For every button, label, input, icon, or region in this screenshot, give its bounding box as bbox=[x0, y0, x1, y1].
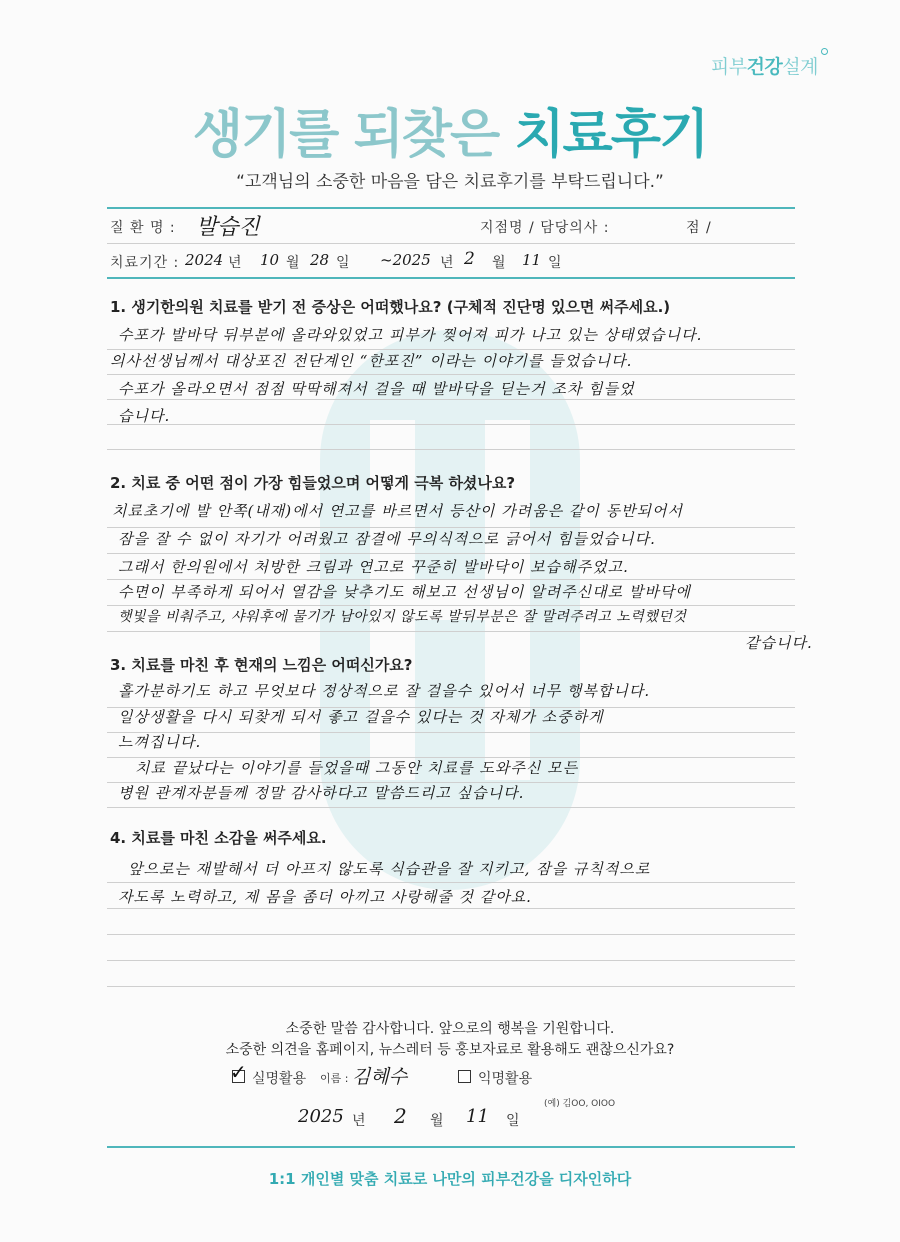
answer-rule bbox=[107, 553, 795, 554]
title-part2: 치료후기 bbox=[514, 105, 708, 165]
period-label: 치료기간 : bbox=[110, 255, 180, 271]
answer-3-line-1: 홀가분하기도 하고 무엇보다 정상적으로 잘 걸을수 있어서 너무 행복합니다. bbox=[118, 682, 651, 700]
answer-4-line-2: 자도록 노력하고, 제 몸을 좀더 아끼고 사랑해줄 것 같아요. bbox=[118, 888, 532, 906]
branch-label: 지점명 / 담당의사 : bbox=[480, 220, 610, 236]
brand-prefix: 피부 bbox=[710, 56, 747, 78]
question-4-title: 4. 치료를 마친 소감을 써주세요. bbox=[110, 829, 327, 847]
answer-rule bbox=[107, 374, 795, 375]
date-year-unit: 년 bbox=[352, 1113, 367, 1129]
question-1-title: 1. 생기한의원 치료를 받기 전 증상은 어떠했나요? (구체적 진단명 있으면 써주세요.) bbox=[110, 298, 671, 316]
answer-rule bbox=[107, 424, 795, 425]
period-start-month: 10 bbox=[260, 251, 280, 269]
answer-4-line-1: 앞으로는 재발해서 더 아프지 않도록 식습관을 잘 지키고, 잠을 규칙적으로 bbox=[128, 860, 651, 878]
answer-1-line-2: 의사선생님께서 대상포진 전단계인 “한포진” 이라는 이야기를 들었습니다. bbox=[110, 352, 633, 370]
answer-2-line-6: 같습니다. bbox=[745, 634, 813, 652]
answer-2-line-2: 잠을 잘 수 없이 자기가 어려웠고 잠결에 무의식적으로 긁어서 힘들었습니다. bbox=[118, 530, 656, 548]
period-end-year: ~2025 bbox=[380, 251, 431, 269]
answer-rule bbox=[107, 960, 795, 961]
answer-rule bbox=[107, 807, 795, 808]
branch-suffix: 점 / bbox=[686, 220, 712, 236]
answer-rule bbox=[107, 732, 795, 733]
date-day-unit: 일 bbox=[506, 1113, 521, 1129]
consent-text: 소중한 의견을 홈페이지, 뉴스레터 등 홍보자료로 활용해도 괜찮으신가요? bbox=[225, 1042, 675, 1058]
anonymous-label: 익명활용 bbox=[478, 1071, 533, 1087]
name-label: 이름 : bbox=[320, 1072, 349, 1085]
brand-bold: 건강 bbox=[746, 56, 783, 78]
disease-label: 질 환 명 : bbox=[110, 220, 176, 236]
page-subtitle: “고객님의 소중한 마음을 담은 치료후기를 부탁드립니다.” bbox=[236, 172, 664, 192]
answer-rule bbox=[107, 908, 795, 909]
checkmark-icon: ✓ bbox=[230, 1060, 247, 1084]
question-3-title: 3. 치료를 마친 후 현재의 느낌은 어떠신가요? bbox=[110, 656, 413, 674]
footer-divider bbox=[107, 1146, 795, 1148]
answer-1-line-4: 습니다. bbox=[118, 407, 171, 425]
period-end-month-unit: 월 bbox=[492, 255, 507, 271]
answer-1-line-3: 수포가 올라오면서 점점 딱딱해져서 걸을 때 발바닥을 딛는거 조차 힘들었 bbox=[118, 380, 635, 398]
question-2-title: 2. 치료 중 어떤 점이 가장 힘들었으며 어떻게 극복 하셨나요? bbox=[110, 474, 516, 492]
real-name-label: 실명활용 bbox=[252, 1071, 307, 1087]
header-top-divider bbox=[107, 207, 795, 209]
answer-rule bbox=[107, 631, 795, 632]
answer-1-line-1: 수포가 발바닥 뒤부분에 올라와있었고 피부가 찢어져 피가 나고 있는 상태였습니다. bbox=[118, 326, 703, 344]
period-end-month: 2 bbox=[464, 249, 475, 269]
answer-2-line-5: 햇빛을 비춰주고, 샤워후에 물기가 남아있지 않도록 발뒤부분은 잘 말려주려고 노력했던것 bbox=[118, 609, 687, 625]
period-end-day: 11 bbox=[522, 251, 542, 269]
brand-suffix: 설계 bbox=[782, 56, 818, 78]
date-month-unit: 월 bbox=[430, 1113, 445, 1129]
answer-2-line-4: 수면이 부족하게 되어서 열감을 낮추기도 해보고 선생님이 알려주신대로 발바닥에 bbox=[118, 583, 691, 601]
anonymous-checkbox[interactable] bbox=[458, 1070, 471, 1083]
answer-3-line-2: 일상생활을 다시 되찾게 되서 좋고 걸을수 있다는 것 자체가 소중하게 bbox=[118, 708, 604, 726]
date-month: 2 bbox=[394, 1104, 407, 1128]
answer-rule bbox=[107, 399, 795, 400]
page-title bbox=[0, 92, 900, 167]
disease-value: 발습진 bbox=[196, 215, 260, 240]
answer-rule bbox=[107, 579, 795, 580]
date-day: 11 bbox=[466, 1106, 489, 1127]
period-end-year-unit: 년 bbox=[440, 255, 455, 271]
period-month-unit: 월 bbox=[286, 255, 301, 271]
period-start-year: 2024 bbox=[185, 251, 224, 269]
slogan: 1:1 개인별 맞춤 치료로 나만의 피부건강을 디자인하다 bbox=[268, 1170, 632, 1188]
thanks-text: 소중한 말씀 감사합니다. 앞으로의 행복을 기원합니다. bbox=[285, 1021, 615, 1037]
title-part1: 생기를 되찾은 bbox=[192, 105, 515, 165]
period-year-unit: 년 bbox=[228, 255, 243, 271]
date-year: 2025 bbox=[298, 1106, 344, 1127]
answer-2-line-1: 치료초기에 발 안쪽(내재)에서 연고를 바르면서 등산이 가려움은 같이 동반되어서 bbox=[112, 502, 684, 520]
answer-3-line-3: 느껴집니다. bbox=[118, 733, 202, 751]
answer-2-line-3: 그래서 한의원에서 처방한 크림과 연고로 꾸준히 발바닥이 보습해주었고. bbox=[118, 558, 629, 576]
name-value: 김혜수 bbox=[352, 1066, 408, 1088]
answer-3-line-5: 병원 관계자분들께 정말 감사하다고 말씀드리고 싶습니다. bbox=[118, 784, 525, 802]
answer-rule bbox=[107, 449, 795, 450]
period-start-day: 28 bbox=[310, 251, 330, 269]
header-bottom-divider bbox=[107, 277, 795, 279]
brand-logo bbox=[711, 52, 818, 79]
name-example: (예) 김OO, OIOO bbox=[544, 1099, 616, 1109]
answer-rule bbox=[107, 986, 795, 987]
answer-rule bbox=[107, 934, 795, 935]
answer-3-line-4: 치료 끝났다는 이야기를 들었을때 그동안 치료를 도와주신 모든 bbox=[135, 759, 579, 777]
header-mid-divider bbox=[107, 243, 795, 244]
brand-dot-icon bbox=[821, 48, 828, 55]
period-day-unit: 일 bbox=[336, 255, 351, 271]
period-end-day-unit: 일 bbox=[548, 255, 563, 271]
answer-rule bbox=[107, 882, 795, 883]
